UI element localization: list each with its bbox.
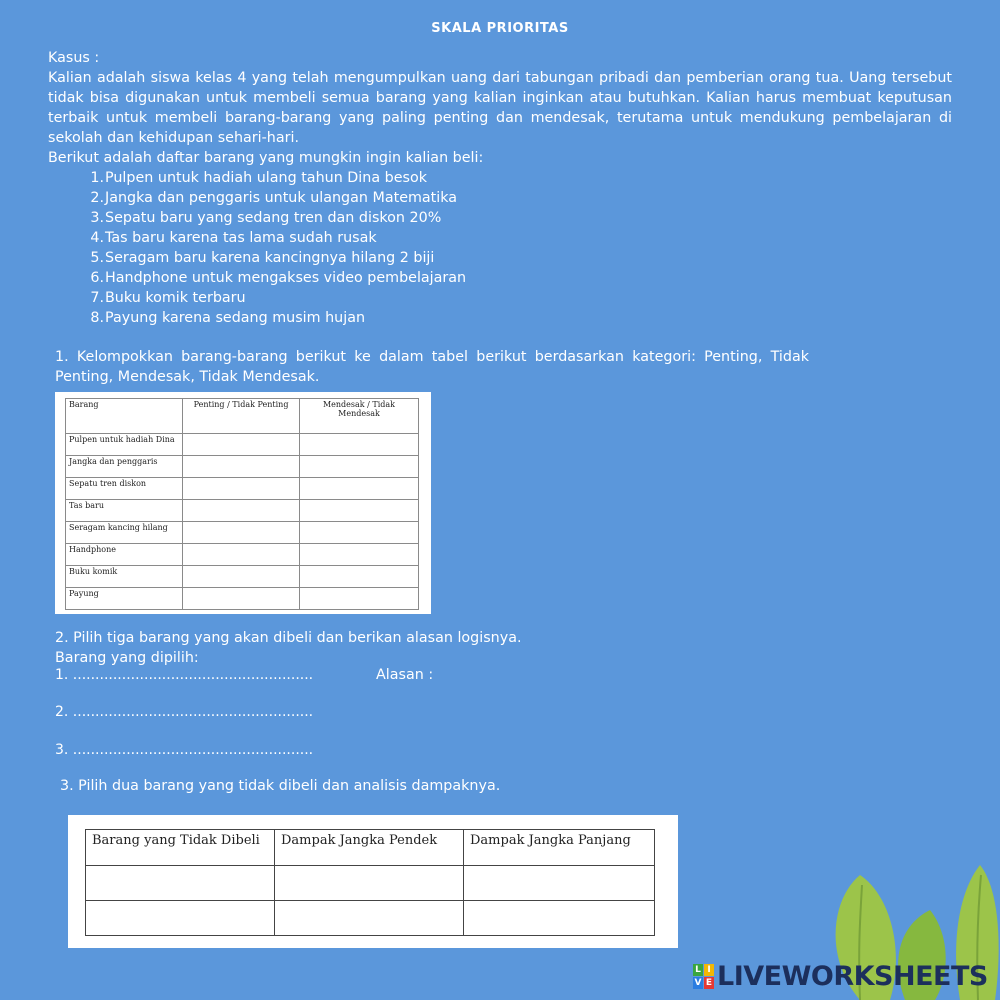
classification-table-sheet	[55, 392, 431, 614]
penting-cell[interactable]	[183, 544, 300, 566]
list-item-number: 6.	[90, 270, 104, 286]
penting-cell[interactable]	[183, 588, 300, 610]
mendesak-cell[interactable]	[300, 500, 419, 522]
header-barang: Barang	[66, 399, 183, 434]
header-barang-tidak-dibeli: Barang yang Tidak Dibeli	[86, 830, 275, 866]
question-2-sub: Barang yang dipilih:	[55, 650, 199, 666]
list-item-text: Pulpen untuk hadiah ulang tahun Dina besok	[105, 170, 427, 186]
penting-cell[interactable]	[183, 566, 300, 588]
list-item-text: Handphone untuk mengakses video pembelajaran	[105, 270, 467, 286]
list-item	[48, 288, 952, 308]
row-item: Handphone	[66, 544, 183, 566]
table-cell[interactable]	[275, 901, 464, 936]
list-item	[48, 248, 952, 268]
list-intro: Berikut adalah daftar barang yang mungkin ingin kalian beli:	[48, 150, 484, 166]
table-row	[66, 544, 419, 566]
table-row	[66, 434, 419, 456]
penting-cell[interactable]	[183, 434, 300, 456]
list-item-text: Tas baru karena tas lama sudah rusak	[105, 230, 377, 246]
table-cell[interactable]	[86, 866, 275, 901]
table-cell[interactable]	[275, 866, 464, 901]
table-row	[86, 901, 655, 936]
case-label: Kasus :	[48, 50, 100, 66]
classification-table	[65, 398, 419, 610]
impact-table	[85, 829, 655, 936]
row-item: Sepatu tren diskon	[66, 478, 183, 500]
list-item-number: 2.	[90, 190, 104, 206]
list-item	[48, 168, 952, 188]
mendesak-cell[interactable]	[300, 478, 419, 500]
row-item: Buku komik	[66, 566, 183, 588]
list-item-text: Seragam baru karena kancingnya hilang 2 biji	[105, 250, 435, 266]
list-item-text: Sepatu baru yang sedang tren dan diskon 20%	[105, 210, 442, 226]
mendesak-cell[interactable]	[300, 522, 419, 544]
impact-table-sheet	[68, 815, 678, 948]
list-item	[48, 188, 952, 208]
row-item: Tas baru	[66, 500, 183, 522]
header-jangka-pendek: Dampak Jangka Pendek	[275, 830, 464, 866]
list-item-text: Jangka dan penggaris untuk ulangan Matematika	[105, 190, 458, 206]
header-penting: Penting / Tidak Penting	[183, 399, 300, 434]
list-item	[48, 308, 952, 328]
table-row	[66, 456, 419, 478]
question-2-text: 2. Pilih tiga barang yang akan dibeli dan berikan alasan logisnya.	[55, 630, 522, 646]
row-item: Pulpen untuk hadiah Dina	[66, 434, 183, 456]
mendesak-cell[interactable]	[300, 456, 419, 478]
liveworksheets-logo	[693, 960, 988, 992]
case-section	[48, 48, 952, 328]
list-item-number: 1.	[90, 170, 104, 186]
case-paragraph: Kalian adalah siswa kelas 4 yang telah mengumpulkan uang dari tabungan pribadi dan pemberian orang tua. Uang tersebut tidak bisa digunakan untuk membeli semua barang yang kalian inginkan atau butuhkan. Kalian harus membuat keputusan terbaik untuk membeli barang-barang yang paling penting dan mendesak, terutama untuk mendukung pembelajaran di sekolah dan kehidupan sehari-hari.	[48, 70, 952, 146]
penting-cell[interactable]	[183, 522, 300, 544]
logo-text: LIVEWORKSHEETS	[717, 960, 988, 992]
table-row	[66, 522, 419, 544]
table-cell[interactable]	[464, 866, 655, 901]
logo-letter: E	[705, 977, 713, 988]
table-row	[66, 566, 419, 588]
answer-line-2[interactable]: 2. ......................................................	[55, 704, 314, 720]
table-header-row	[86, 830, 655, 866]
question-3: 3. Pilih dua barang yang tidak dibeli dan analisis dampaknya.	[60, 778, 501, 794]
header-jangka-panjang: Dampak Jangka Panjang	[464, 830, 655, 866]
question-2	[55, 628, 755, 668]
mendesak-cell[interactable]	[300, 544, 419, 566]
row-item: Payung	[66, 588, 183, 610]
list-item-text: Buku komik terbaru	[105, 290, 246, 306]
answer-line-3[interactable]: 3. ......................................................	[55, 742, 314, 758]
logo-letter: I	[704, 964, 714, 976]
page-title: SKALA PRIORITAS	[431, 21, 569, 36]
list-item	[48, 268, 952, 288]
logo-letter: V	[694, 977, 702, 988]
table-cell[interactable]	[86, 901, 275, 936]
answer-line-1[interactable]: 1. ......................................................	[55, 667, 314, 683]
row-item: Seragam kancing hilang	[66, 522, 183, 544]
table-row	[86, 866, 655, 901]
alasan-label: Alasan :	[376, 667, 434, 683]
list-item	[48, 228, 952, 248]
header-mendesak: Mendesak / Tidak Mendesak	[300, 399, 419, 434]
mendesak-cell[interactable]	[300, 434, 419, 456]
table-row	[66, 588, 419, 610]
logo-icon	[693, 964, 714, 989]
table-header-row	[66, 399, 419, 434]
penting-cell[interactable]	[183, 456, 300, 478]
item-list	[48, 168, 952, 328]
table-cell[interactable]	[464, 901, 655, 936]
mendesak-cell[interactable]	[300, 588, 419, 610]
mendesak-cell[interactable]	[300, 566, 419, 588]
table-row	[66, 478, 419, 500]
list-item-number: 4.	[90, 230, 104, 246]
penting-cell[interactable]	[183, 478, 300, 500]
list-item-text: Payung karena sedang musim hujan	[105, 310, 366, 326]
penting-cell[interactable]	[183, 500, 300, 522]
list-item-number: 3.	[90, 210, 104, 226]
list-item-number: 8.	[90, 310, 104, 326]
table-row	[66, 500, 419, 522]
list-item-number: 5.	[90, 250, 104, 266]
question-1: 1. Kelompokkan barang-barang berikut ke dalam tabel berikut berdasarkan kategori: Penting, Tidak Penting, Mendesak, Tidak Mendesak.	[55, 349, 809, 385]
logo-letter: L	[693, 964, 703, 976]
row-item: Jangka dan penggaris	[66, 456, 183, 478]
list-item-number: 7.	[90, 290, 104, 306]
list-item	[48, 208, 952, 228]
